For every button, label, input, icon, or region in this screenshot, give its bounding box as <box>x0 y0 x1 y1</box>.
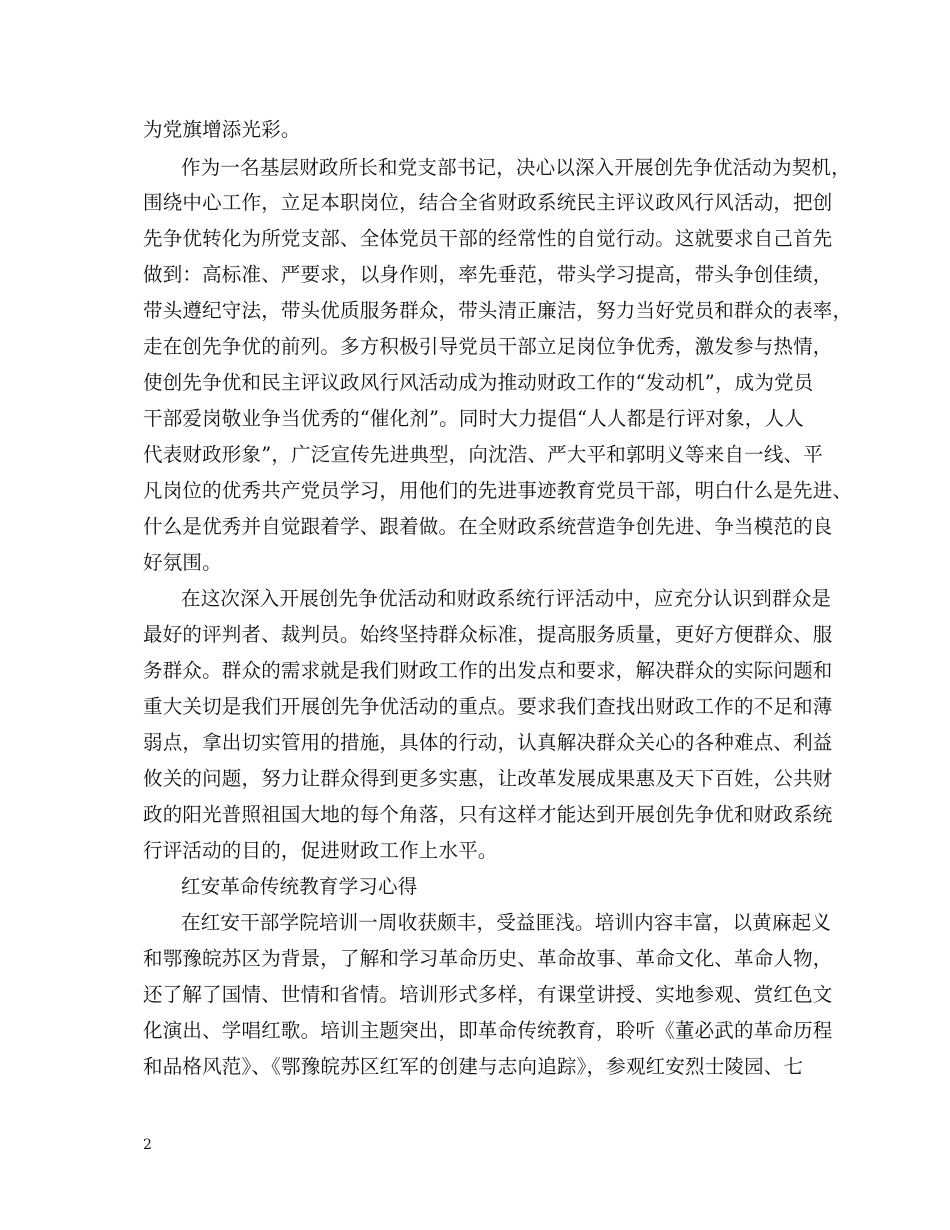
text-line: 走在创先争优的前列。多方积极引导党员干部立足岗位争优秀，激发参与热情， <box>143 335 833 358</box>
text-line: 什么是优秀并自觉跟着学、跟着做。在全财政系统营造争创先进、争当模范的良 <box>143 515 833 538</box>
text-line: 代表财政形象”，广泛宣传先进典型，向沈浩、严大平和郭明义等来自一线、平 <box>143 443 823 466</box>
text-line: 行评活动的目的，促进财政工作上水平。 <box>143 839 498 862</box>
text-line: 凡岗位的优秀共产党员学习，用他们的先进事迹教育党员干部，明白什么是先进、 <box>143 479 853 502</box>
text-line: 和品格风范》、《鄂豫皖苏区红军的创建与志向追踪》，参观红安烈士陵园、七 <box>143 1055 804 1078</box>
text-line: 为党旗增添光彩。 <box>143 118 301 141</box>
text-line: 最好的评判者、裁判员。始终坚持群众标准，提高服务质量，更好方便群众、服 <box>143 623 833 646</box>
paragraph-start-line: 作为一名基层财政所长和党支部书记，决心以深入开展创先争优活动为契机， <box>181 156 851 179</box>
text-line: 好氛围。 <box>143 551 222 574</box>
text-line: 和鄂豫皖苏区为背景，了解和学习革命历史、革命故事、革命文化、革命人物， <box>143 947 833 970</box>
text-line: 还了解了国情、世情和省情。培训形式多样，有课堂讲授、实地参观、赏红色文 <box>143 983 833 1006</box>
text-line: 化演出、学唱红歌。培训主题突出，即革命传统教育，聆听《董必武的革命历程 <box>143 1019 833 1042</box>
text-line: 务群众。群众的需求就是我们财政工作的出发点和要求，解决群众的实际问题和 <box>143 659 833 682</box>
text-line: 重大关切是我们开展创先争优活动的重点。要求我们查找出财政工作的不足和薄 <box>143 695 833 718</box>
text-line: 围绕中心工作，立足本职岗位，结合全省财政系统民主评议政风行风活动，把创 <box>143 191 833 214</box>
text-line: 政的阳光普照祖国大地的每个角落，只有这样才能达到开展创先争优和财政系统 <box>143 803 833 826</box>
text-line: 干部爱岗敬业争当优秀的“催化剂”。同时大力提倡“人人都是行评对象，人人 <box>143 407 804 430</box>
page-number: 2 <box>143 1137 152 1153</box>
text-line: 先争优转化为所党支部、全体党员干部的经常性的自觉行动。这就要求自己首先 <box>143 227 833 250</box>
text-line: 攸关的问题，努力让群众得到更多实惠，让改革发展成果惠及天下百姓，公共财 <box>143 767 833 790</box>
text-line: 带头遵纪守法，带头优质服务群众，带头清正廉洁，努力当好党员和群众的表率， <box>143 299 853 322</box>
text-line: 弱点，拿出切实管用的措施，具体的行动，认真解决群众关心的各种难点、利益 <box>143 731 833 754</box>
paragraph-start-line: 在这次深入开展创先争优活动和财政系统行评活动中，应充分认识到群众是 <box>181 587 832 610</box>
paragraph-start-line: 在红安干部学院培训一周收获颇丰，受益匪浅。培训内容丰富，以黄麻起义 <box>181 911 832 934</box>
text-line: 使创先争优和民主评议政风行风活动成为推动财政工作的“发动机”，成为党员 <box>143 371 814 394</box>
section-heading: 红安革命传统教育学习心得 <box>181 875 418 898</box>
text-line: 做到：高标准、严要求，以身作则，率先垂范，带头学习提高，带头争创佳绩， <box>143 263 833 286</box>
